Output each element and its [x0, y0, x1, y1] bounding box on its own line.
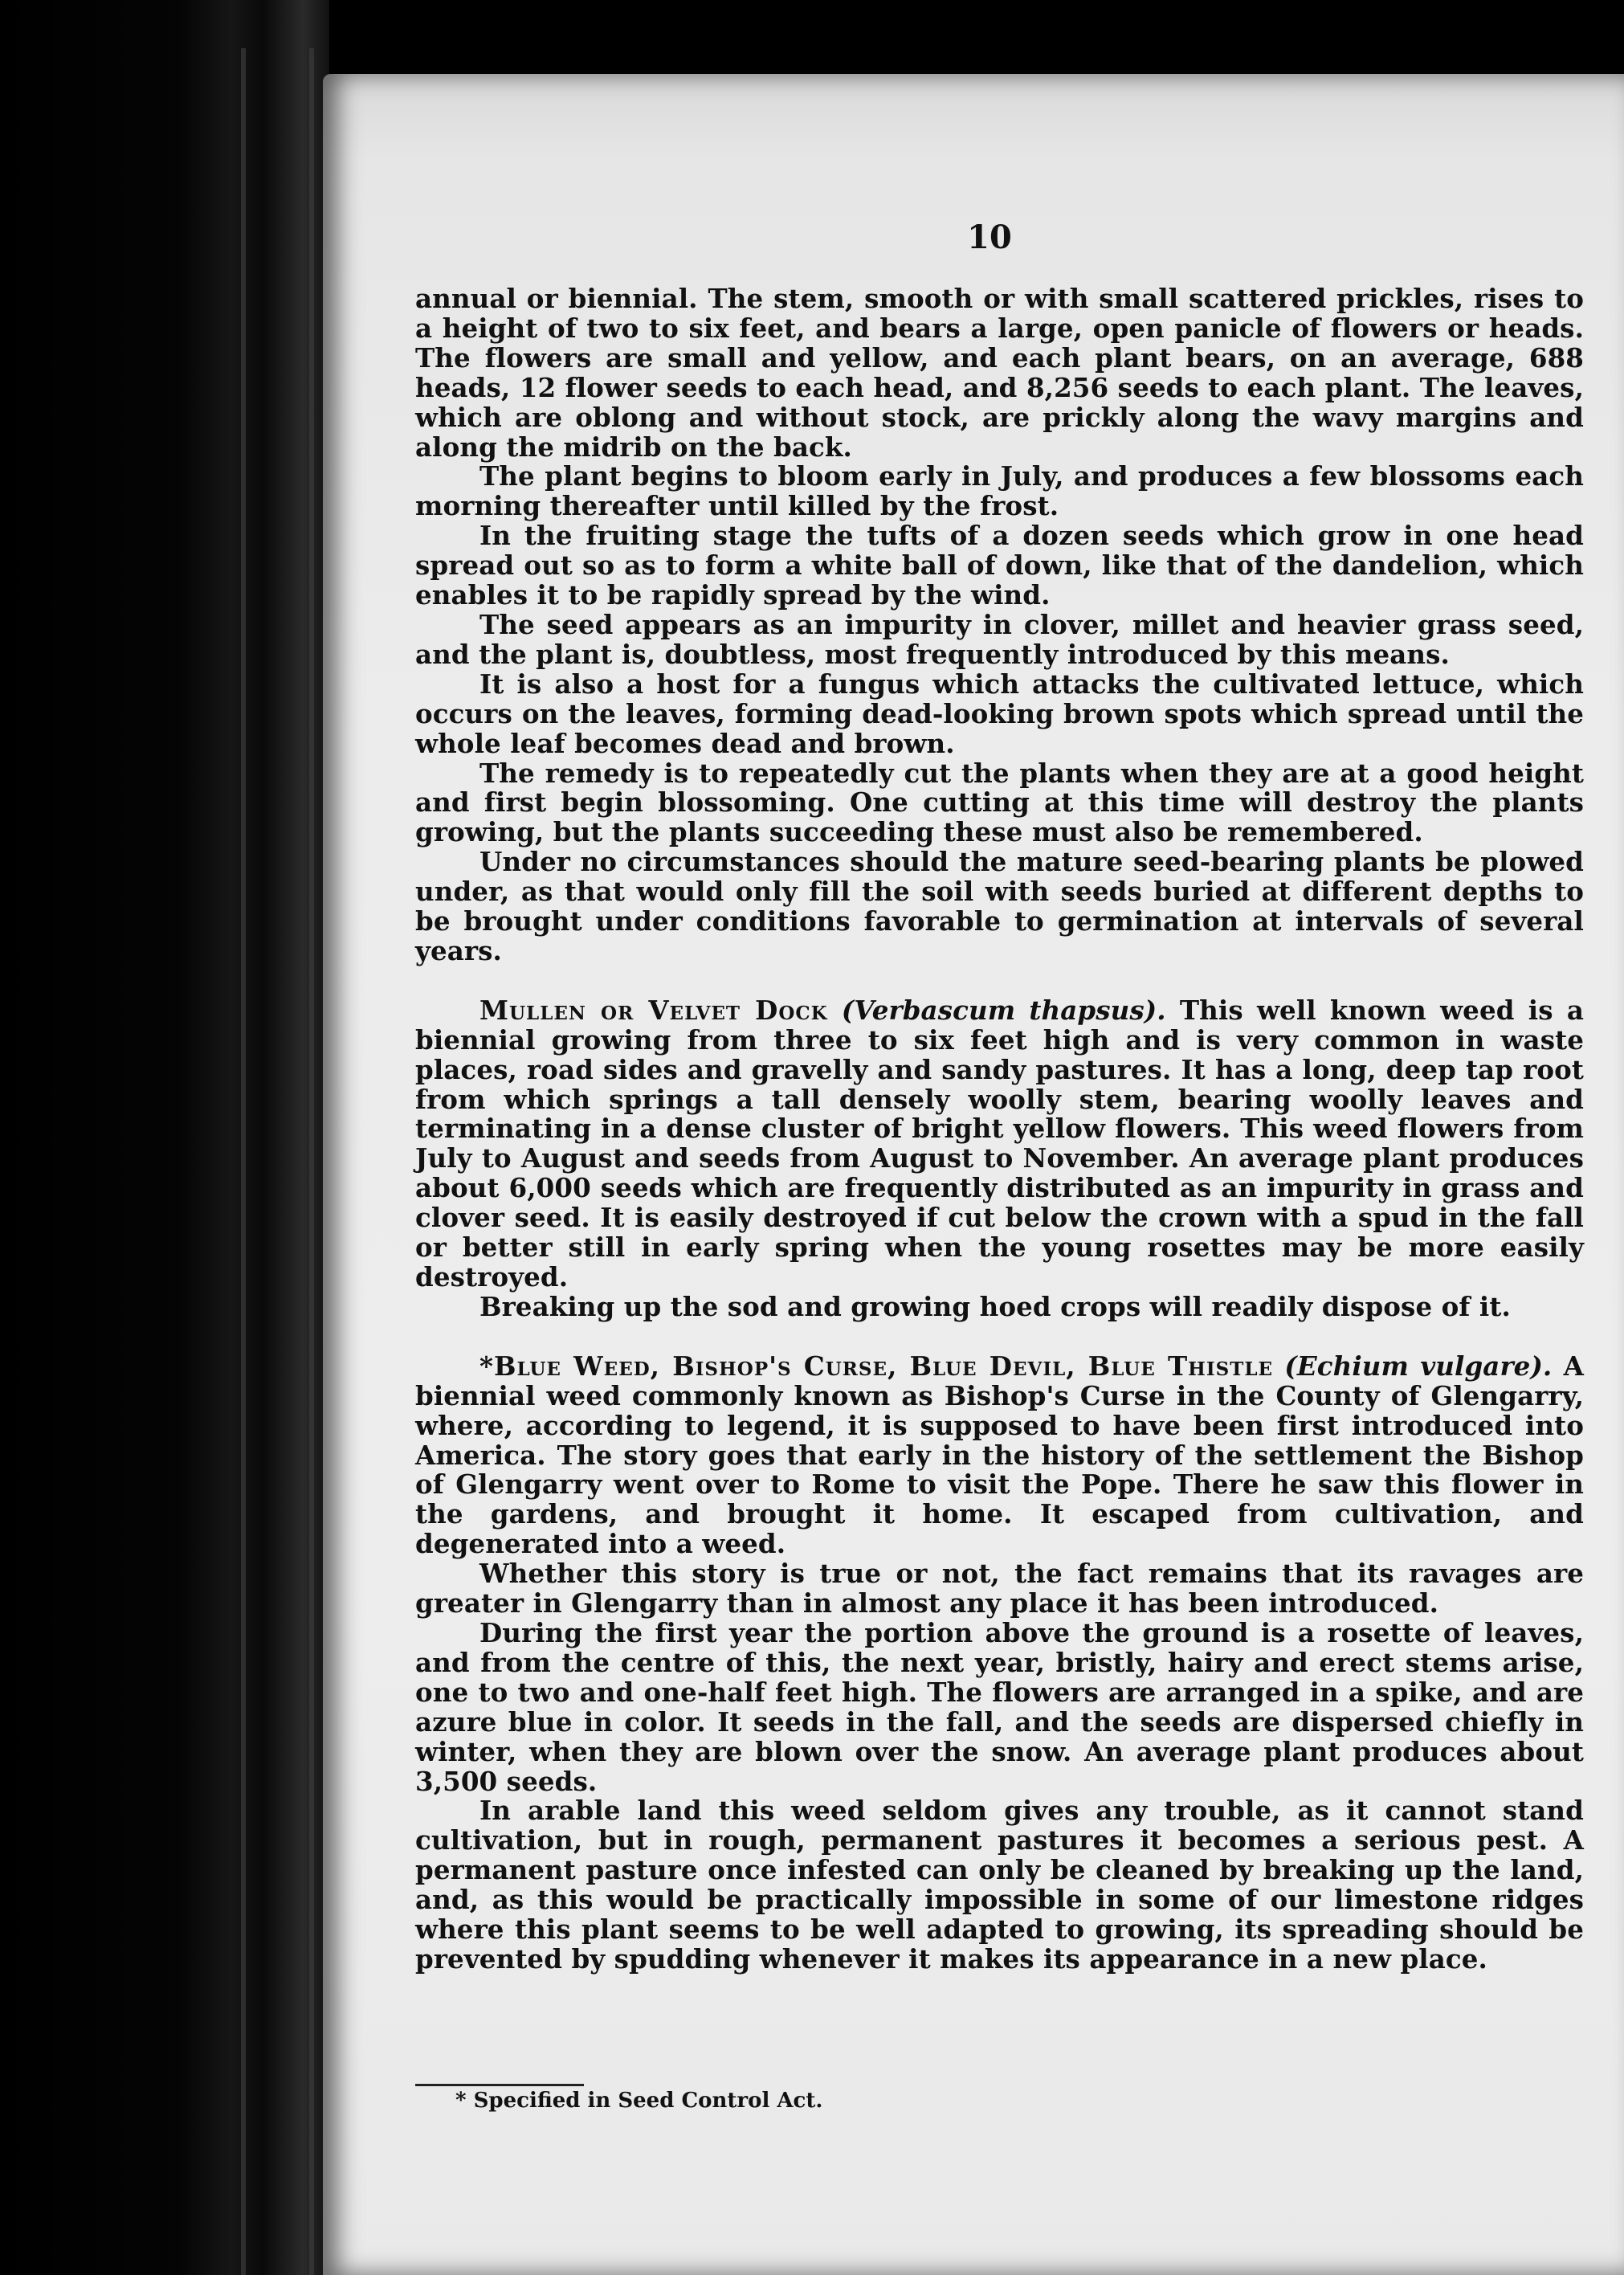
section-heading: Mullen or Velvet Dock [479, 994, 828, 1026]
paragraph: During the first year the portion above the ground is a rosette of leaves, and from the centre of this, the next year, bristly, hairy and erect stems arise, one to two and one-half feet high. The flowers are arranged in a spike, and are azure blue in color. It seeds in the fall, and the seeds are dispersed chiefly in winter, when they are blown over the snow. An average plant produces about 3,500 seeds. [415, 1616, 1584, 1797]
latin-name: (Verbascum thapsus). [841, 994, 1166, 1026]
paragraph: Whether this story is true or not, the fact remains that its ravages are greater in Glengarry than in almost any place it has been introduced. [415, 1558, 1584, 1619]
paragraph: It is also a host for a fungus which attacks the cultivated lettuce, which occurs on the leaves, forming dead-looking brown spots which spread until the whole leaf becomes dead and brown. [415, 668, 1584, 759]
mullen-section [415, 996, 1584, 1293]
paragraph: Under no circumstances should the mature seed-bearing plants be plowed under, as that would only fill the soil with seeds buried at different depths to be brought under conditions favorable to germination at intervals of several years. [415, 846, 1584, 966]
spine-shadow [309, 48, 314, 2275]
footnote-divider [415, 2084, 584, 2086]
paragraph: annual or biennial. The stem, smooth or with small scattered prickles, rises to a height of two to six feet, and bears a large, open panicle of flowers or heads. The flowers are small and yellow, and each plant bears, on an average, 688 heads, 12 flower seeds to each head, and 8,256 seeds to each plant. The leaves, which are oblong and without stock, are prickly along the wavy margins and along the midrib on the back. [415, 283, 1584, 463]
paragraph: The seed appears as an impurity in clover, millet and heavier grass seed, and the plant is, doubtless, most frequently introduced by this means. [415, 608, 1584, 670]
page-number: 10 [967, 219, 1012, 256]
paragraph: In arable land this weed seldom gives any trouble, as it cannot stand cultivation, but in rough, permanent pastures it becomes a serious pest. A permanent pasture once infested can only be cleaned by breaking up the land, and, as this would be practically impossible in some of our limestone ridges where this plant seems to be well adapted to growing, its spreading should be prevented by spudding whenever it makes its appearance in a new place. [415, 1795, 1584, 1975]
paragraph: In the fruiting stage the tufts of a dozen seeds which grow in one head spread out so as to form a white ball of down, like that of the dandelion, which enables it to be rapidly spread by the wind. [415, 520, 1584, 611]
book-binding [0, 0, 329, 2275]
section-text: This well known weed is a biennial growing from three to six feet high and is very common in waste places, road sides and gravelly and sandy pastures. It has a long, deep tap root from which springs a tall densely woolly stem, bearing woolly leaves and terminating in a dense cluster of bright yellow flowers. This weed flowers from July to August and seeds from August to November. An average plant produces about 6,000 seeds which are frequently distributed as an impurity in grass and clover seed. It is easily destroyed if cut below the crown with a spud in the fall or better still in early spring when the young rosettes may be more easily destroyed. [415, 994, 1584, 1293]
spine-shadow [241, 48, 246, 2275]
paragraph: Breaking up the sod and growing hoed crops will readily dispose of it. [479, 1290, 1511, 1322]
page-body [415, 284, 1584, 1975]
book-page [323, 74, 1624, 2275]
paragraph: The plant begins to bloom early in July, and produces a few blossoms each morning thereafter until killed by the frost. [415, 460, 1584, 522]
footnote: * Specified in Seed Control Act. [455, 2089, 823, 2113]
blue-weed-section [415, 1352, 1584, 1559]
latin-name: (Echium vulgare). [1284, 1350, 1553, 1382]
paragraph: The remedy is to repeatedly cut the plants when they are at a good height and first begin blossoming. One cutting at this time will destroy the plants growing, but the plants succeeding these must also be remembered. [415, 757, 1584, 848]
section-text: A biennial weed commonly known as Bishop's Curse in the County of Glengarry, where, according to legend, it is supposed to have been first introduced into America. The story goes that early in the history of the settlement the Bishop of Glengarry went over to Rome to visit the Pope. There he saw this flower in the gardens, and brought it home. It escaped from cultivation, and degenerated into a weed. [415, 1350, 1584, 1560]
section-heading: *Blue Weed, Bishop's Curse, Blue Devil, Blue Thistle [479, 1350, 1274, 1382]
